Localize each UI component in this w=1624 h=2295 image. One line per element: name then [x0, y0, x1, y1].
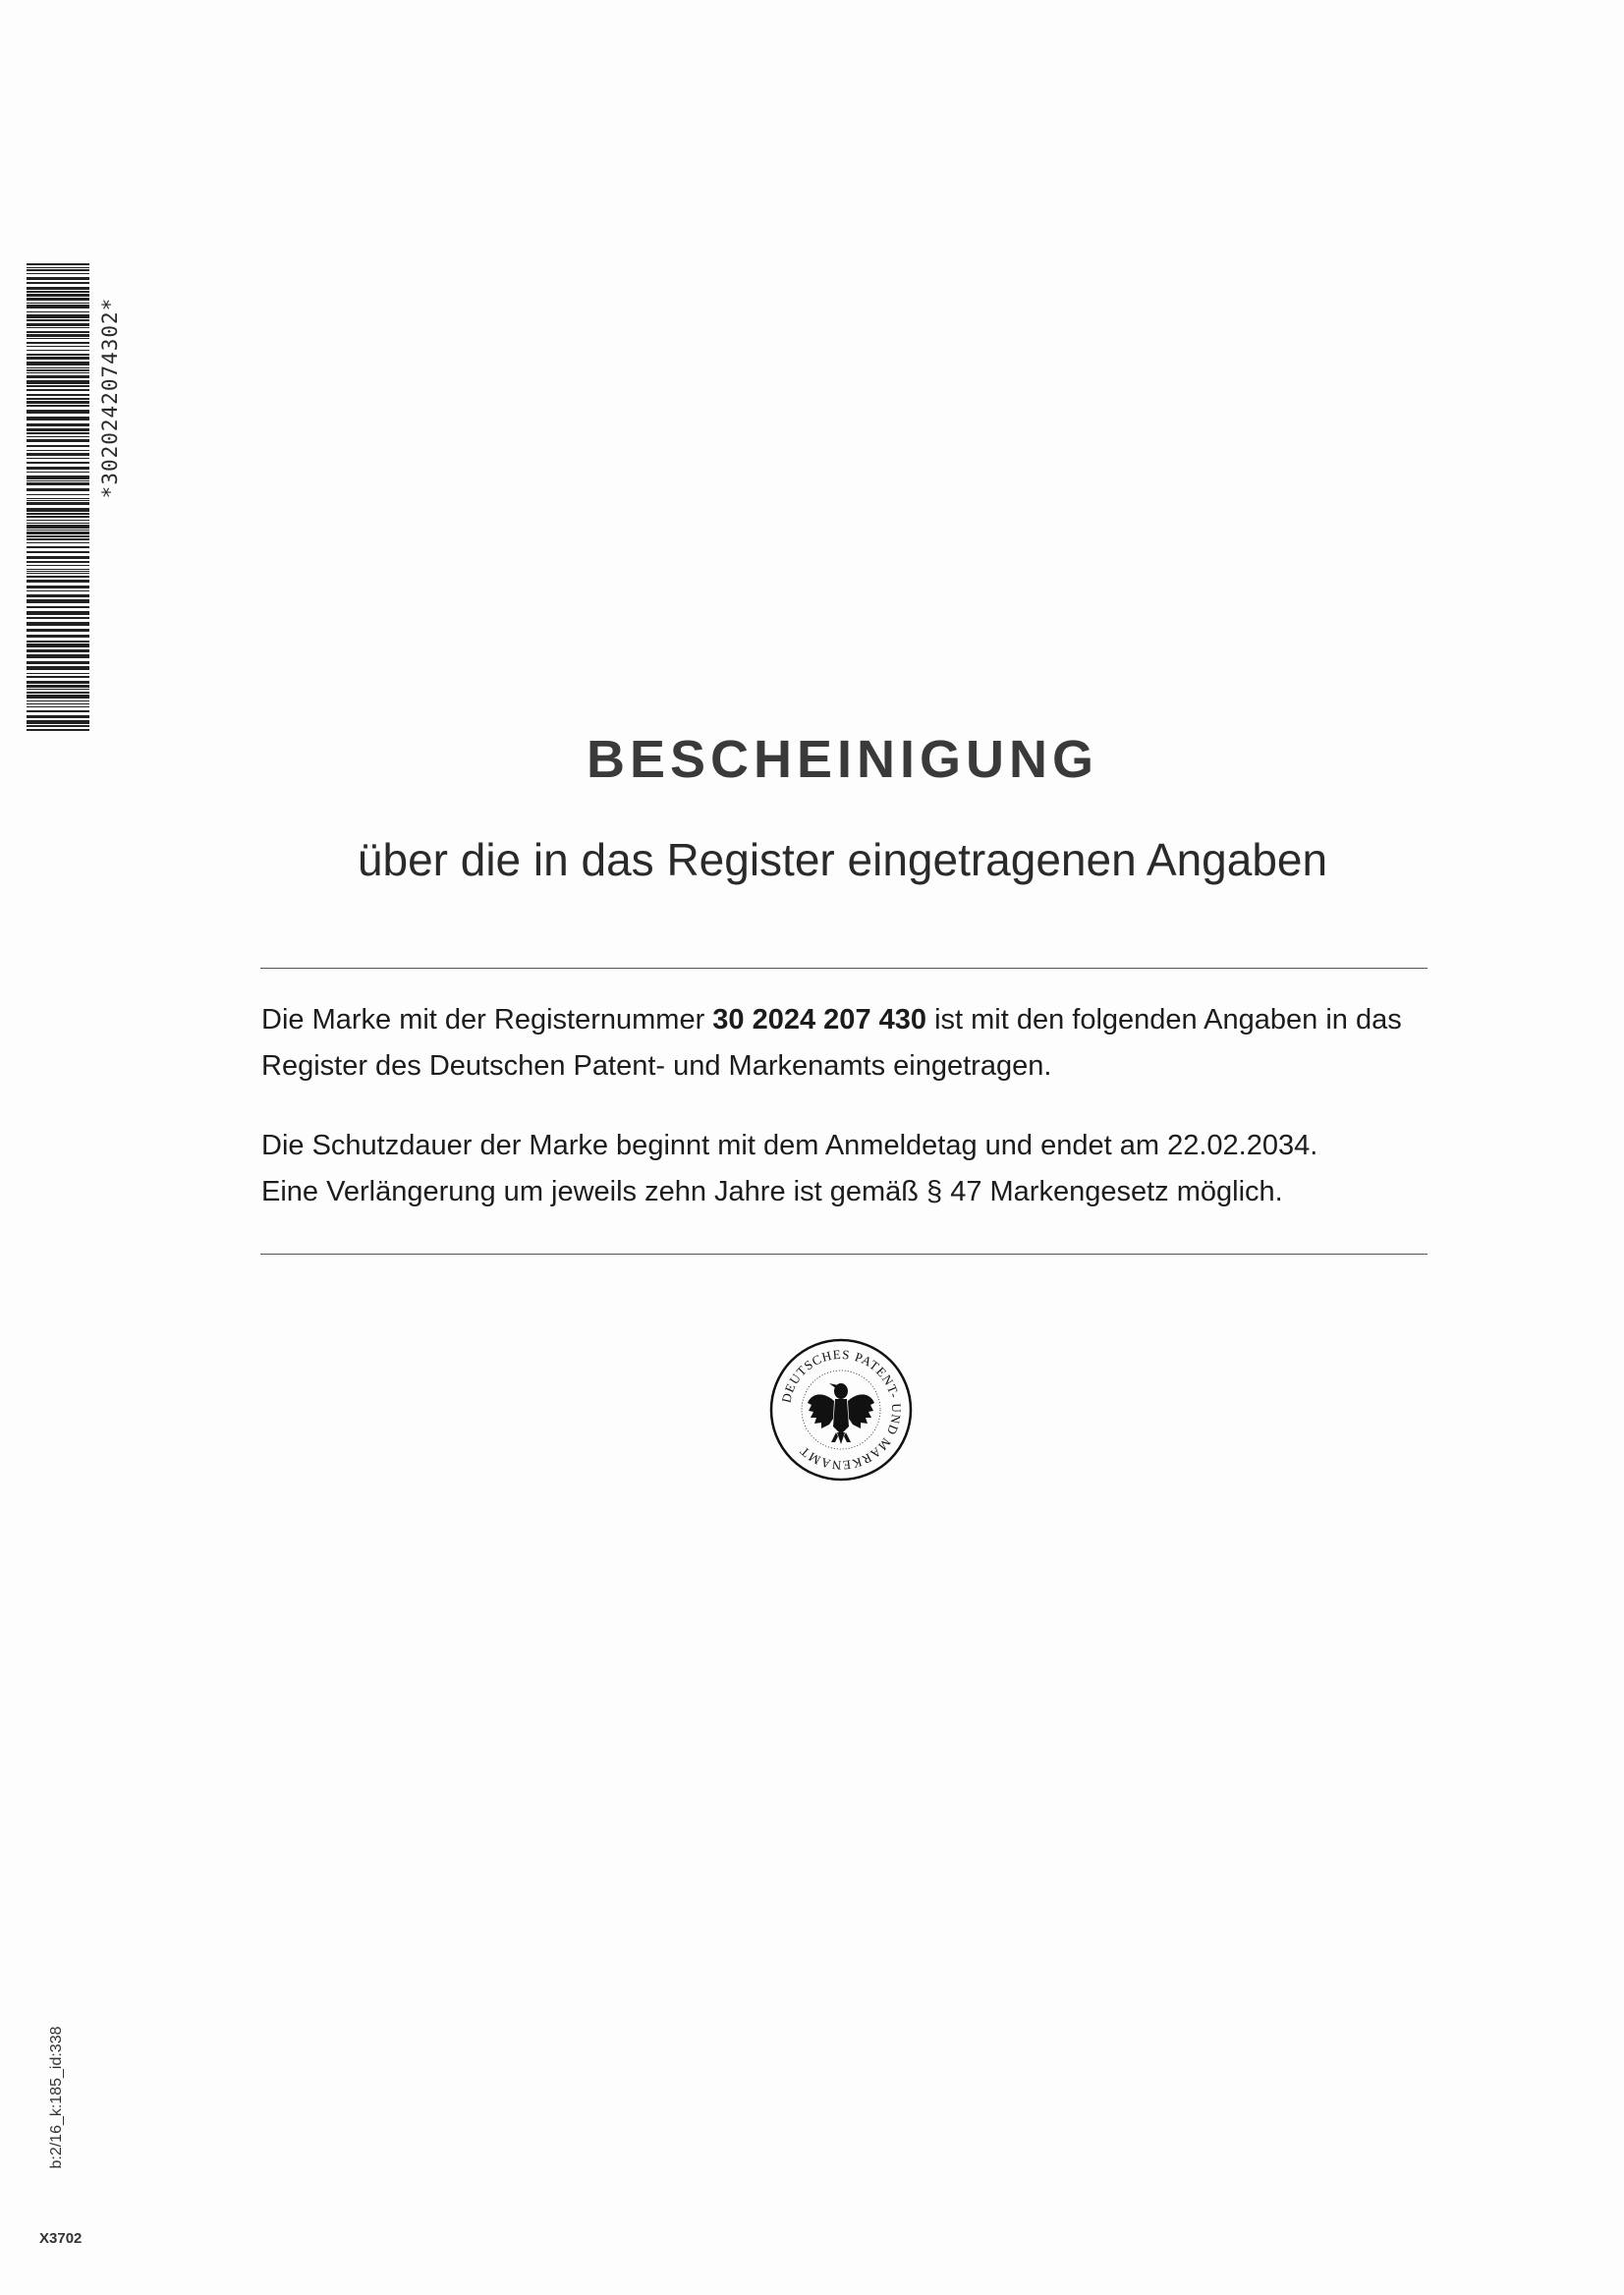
document-reference-code: b:2/16_k:185_id:338: [48, 2026, 65, 2169]
divider-bottom: [260, 1254, 1428, 1255]
registration-text-after: ist mit den folgenden Angaben in das Register des Deutschen Patent- und Markenamts eingetragen.: [261, 1004, 1402, 1082]
protection-paragraph: [261, 1123, 1440, 1215]
divider-top: [260, 968, 1428, 969]
registration-paragraph: [261, 997, 1440, 1090]
page-title: BESCHEINIGUNG: [586, 730, 1099, 789]
registration-text-before: Die Marke mit der Registernummer: [261, 1004, 713, 1036]
page-subtitle: über die in das Register eingetragenen Angaben: [357, 834, 1328, 885]
svg-text:DEUTSCHES PATENT- UND MARKENAM: DEUTSCHES PATENT- UND MARKENAMT: [778, 1346, 905, 1474]
barcode-image: [27, 263, 89, 731]
federal-eagle-seal-icon: [767, 1336, 915, 1483]
form-code: X3702: [39, 2230, 83, 2247]
protection-period-line: Die Schutzdauer der Marke beginnt mit dem Anmeldetag und endet am 22.02.2034.: [261, 1130, 1318, 1161]
register-number: 30 2024 207 430: [712, 1004, 927, 1036]
renewal-line: Eine Verlängerung um jeweils zehn Jahre ist gemäß § 47 Markengesetz möglich.: [261, 1176, 1283, 1207]
barcode-number: *3020242074302*: [98, 297, 122, 499]
